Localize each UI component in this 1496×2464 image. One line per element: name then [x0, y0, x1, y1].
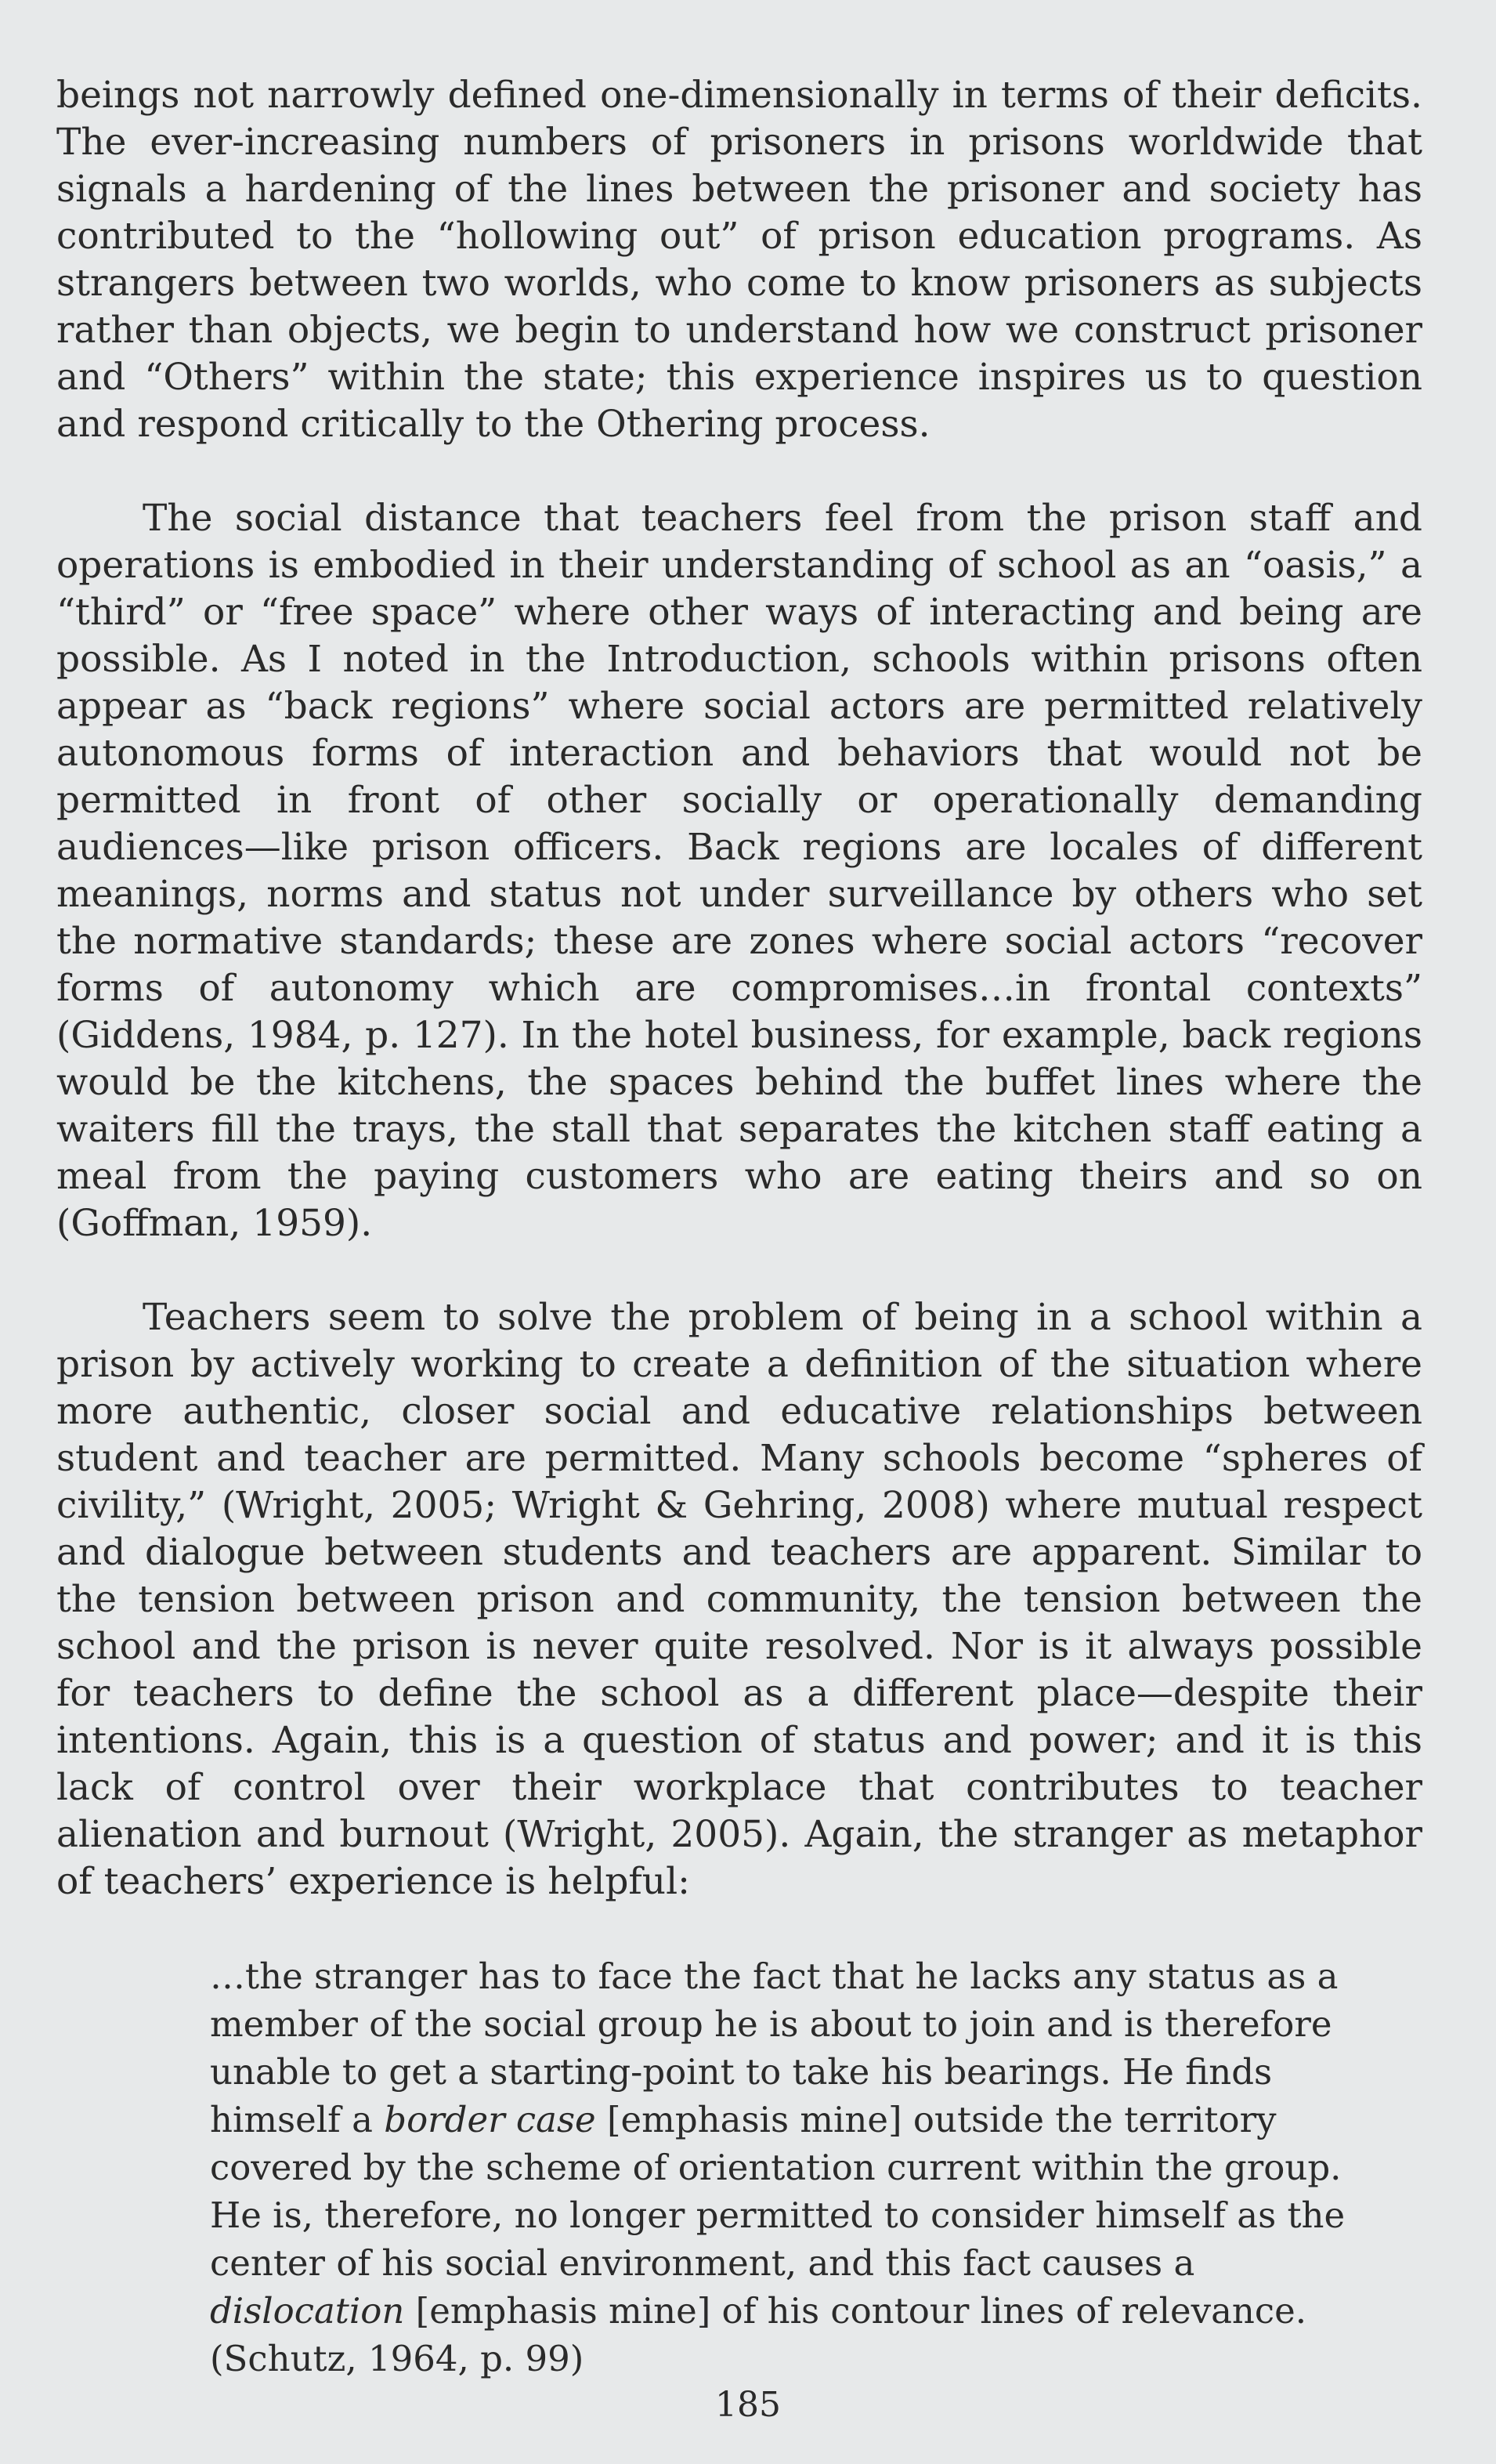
paragraph-1: beings not narrowly defined one-dimensionally in terms of their deficits. The ever-increasing numbers of prisoners in prisons worldwide that signals a hardening of the lines between the prisoner and society has contributed to the “hollowing out” of prison education programs. As strangers between two worlds, who come to know prisoners as subjects rather than objects, we begin to understand how we construct prisoner and “Others” within the state; this experience inspires us to question and respond critically to the Othering process. — [56, 74, 1422, 446]
body-text — [56, 72, 1422, 1905]
block-quote — [210, 1952, 1347, 2383]
quote-text-2: [emphasis mine] outside the territory covered by the scheme of orientation current within the group. He is, therefore, no longer permitted to consider himself as the center of his social environment, and this fact causes a — [210, 2099, 1346, 2284]
paragraph-3: Teachers seem to solve the problem of being in a school within a prison by actively working to create a definition of the situation where more authentic, closer social and educative relationships between student and teacher are permitted. Many schools become “spheres of civility,” (Wright, 2005; Wright & Gehring, 2008) where mutual respect and dialogue between students and teachers are apparent. Similar to the tension between prison and community, the tension between the school and the prison is never quite resolved. Nor is it always possible for teachers to define the school as a different place—despite their intentions. Again, this is a question of status and power; and it is this lack of control over their workplace that contributes to teacher alienation and burnout (Wright, 2005). Again, the stranger as metaphor of teachers’ experience is helpful: — [56, 1296, 1422, 1903]
quote-text-3: [emphasis mine] of his contour lines of relevance. (Schutz, 1964, p. 99) — [210, 2290, 1307, 2379]
paragraph-2: The social distance that teachers feel from the prison staff and operations is embodied in their understanding of school as an “oasis,” a “third” or “free space” where other ways of interacting and being are possible. As I noted in the Introduction, schools within prisons often appear as “back regions” where social actors are permitted relatively autonomous forms of interaction and behaviors that would not be permitted in front of other socially or operationally demanding audiences—like prison officers. Back regions are locales of different meanings, norms and status not under surveillance by others who set the normative standards; these are zones where social actors “recover forms of autonomy which are compromises…in frontal contexts” (Giddens, 1984, p. 127). In the hotel business, for example, back regions would be the kitchens, the spaces behind the buffet lines where the waiters fill the trays, the stall that separates the kitchen staff eating a meal from the paying customers who are eating theirs and so on (Goffman, 1959). — [56, 497, 1422, 1245]
quote-emphasis-dislocation: dislocation — [210, 2290, 405, 2332]
quote-emphasis-border-case: border case — [384, 2099, 596, 2140]
page-number: 185 — [715, 2385, 781, 2425]
quote-text-1: …the stranger has to face the fact that he lacks any status as a member of the social group he is about to join and is therefore unable to get a starting-point to take his bearings. He finds himself a — [210, 1956, 1339, 2140]
